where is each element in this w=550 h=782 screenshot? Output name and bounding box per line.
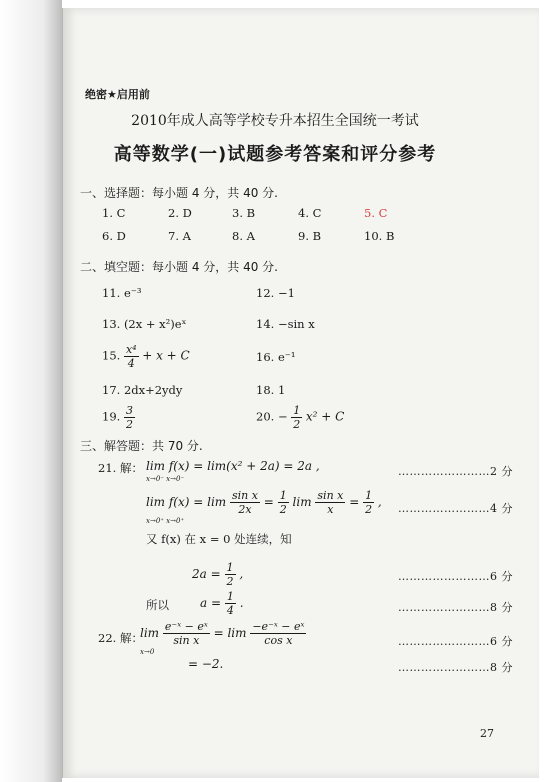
q21-line4-n: 1 [226,561,234,574]
fill-answer-12: 12. −1 [256,286,295,300]
q21-line4-frac [225,561,236,588]
q21-line5-frac [225,590,236,617]
q21-frac2-d: 2 [279,503,287,516]
q21-line5 [200,590,244,617]
q21-line5-n: 1 [226,590,234,603]
q21-line4 [192,561,243,588]
q21-eq2: = [349,495,360,509]
fill-answer-14: 14. −sin x [256,317,315,331]
fill-answer-15 [102,343,190,370]
q21-line2 [146,489,382,516]
document-title: 高等数学(一)试题参考答案和评分参考 [113,144,437,165]
answer-6: 6. D [102,229,126,243]
q15-fraction [124,343,139,370]
q22-points-2: ……………………8 分 [398,661,513,674]
q21-frac2-n: 1 [279,489,287,502]
q22-line1 [140,620,306,647]
q22-lim1: lim [140,626,160,640]
answer-9: 9. B [298,229,322,243]
q22-frac1 [163,620,210,647]
q22-line2: = −2. [188,657,224,671]
q21-line2-sub: x→0⁺ x→0⁺ [146,517,185,525]
section-3-heading: 三、解答题：共 70 分. [80,439,203,453]
q21-line4-end: , [239,567,244,581]
q21-line4-d: 2 [226,575,234,588]
fill-answer-17: 17. 2dx+2ydy [102,383,183,397]
section-2-heading: 二、填空题：每小题 4 分，共 40 分. [80,260,278,274]
q21-eq1: = [263,495,274,509]
answer-8: 8. A [232,229,255,243]
q21-line5-word: 所以 [146,598,169,612]
q21-line5-d: 4 [226,604,234,617]
q21-line5-lhs: a = [200,596,222,610]
answer-2: 2. D [168,206,192,220]
q21-frac1-n: sin x [232,489,258,502]
q19-denominator: 2 [125,418,133,431]
q19-numerator: 3 [125,404,133,417]
answer-3: 3. B [232,206,256,220]
q21-frac4 [363,489,374,516]
fill-answer-20 [256,404,344,431]
q21-lim2: lim [292,495,312,509]
answer-5: 5. C [364,206,388,220]
answer-7: 7. A [168,229,191,243]
fill-answer-11: 11. e⁻³ [102,286,142,300]
fill-answer-18: 18. 1 [256,383,286,397]
q20-number: 20. − [256,409,288,424]
q19-fraction [124,404,135,431]
fill-answer-13: 13. (2x + x²)eˣ [102,317,187,331]
fill-answer-19 [102,404,135,431]
q21-line2-lim: lim f(x) = lim [146,495,227,509]
q15-rest: + x + C [142,348,190,363]
q21-line4-lhs: 2a = [192,567,221,581]
q21-frac3 [315,489,345,516]
confidential-mark: 绝密★启用前 [85,88,150,101]
answer-4: 4. C [298,206,322,220]
q21-points-3: ……………………6 分 [398,570,513,583]
answer-1: 1. C [102,206,126,220]
page-number: 27 [480,727,494,740]
q21-frac4-d: 2 [365,503,373,516]
fill-answer-16: 16. e⁻¹ [256,350,296,364]
q22-sub: x→0 [140,648,155,656]
q21-frac3-n: sin x [317,489,344,502]
q22-frac1-d: sin x [173,634,200,647]
q21-frac4-n: 1 [365,489,373,502]
exam-title: 2010年成人高等学校专升本招生全国统一考试 [131,113,419,129]
q21-line1: lim f(x) = lim(x² + 2a) = 2a , [146,459,320,473]
section-1-heading: 一、选择题：每小题 4 分，共 40 分. [80,186,278,200]
q21-frac1 [230,489,260,516]
q21-frac2 [278,489,289,516]
q21-points-4: ……………………8 分 [398,601,513,614]
q20-rest: x² + C [305,409,345,424]
q21-line5-end: . [239,596,244,610]
answer-10: 10. B [364,229,395,243]
q21-line2-end: , [377,495,382,509]
q21-line3: 又 f(x) 在 x = 0 处连续，知 [146,532,292,546]
q20-fraction [291,404,302,431]
q22-points-1: ……………………6 分 [398,635,513,648]
q22-frac1-n: e⁻ˣ − eˣ [164,620,208,633]
q19-number: 19. [102,409,121,424]
q21-label: 21. 解： [98,461,143,475]
q21-points-2: ……………………4 分 [398,502,513,515]
q15-number: 15. [102,348,121,363]
q15-denominator: 4 [127,357,135,370]
q21-points-1: ……………………2 分 [398,465,513,478]
q22-label: 22. 解： [98,631,143,645]
q22-frac2 [250,620,306,647]
q22-frac2-n: −e⁻ˣ − eˣ [252,620,305,633]
q20-denominator: 2 [293,418,301,431]
q21-frac3-d: x [327,503,334,516]
q20-numerator: 1 [293,404,301,417]
q15-numerator: x⁴ [125,343,137,356]
q21-line1-sub: x→0⁻ x→0⁻ [146,475,185,483]
q21-frac1-d: 2x [238,503,252,516]
q22-frac2-d: cos x [264,634,293,647]
q22-eq: = lim [213,626,247,640]
